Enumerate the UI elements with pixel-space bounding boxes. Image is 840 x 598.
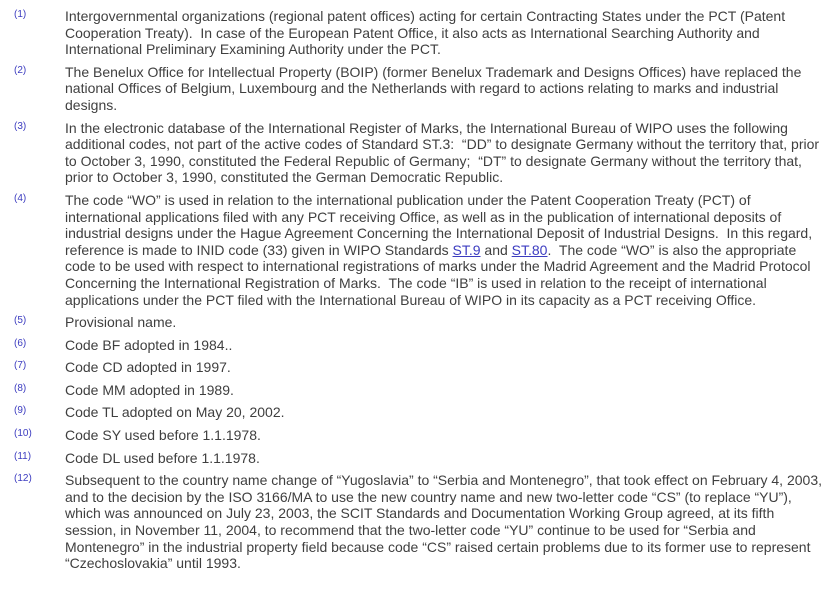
footnote-6 bbox=[0, 337, 828, 354]
footnote-5-text: Provisional name. bbox=[65, 314, 177, 331]
footnote-9-text: Code TL adopted on May 20, 2002. bbox=[65, 404, 285, 421]
footnote-11 bbox=[0, 450, 828, 467]
footnote-5 bbox=[0, 314, 828, 331]
footnote-11-text: Code DL used before 1.1.1978. bbox=[65, 449, 260, 466]
footnote-4-number: (4) bbox=[14, 192, 27, 204]
footnote-6-text: Code BF adopted in 1984.. bbox=[65, 336, 233, 353]
footnote-2-number: (2) bbox=[14, 64, 27, 76]
footnote-4-text-part-2: and bbox=[480, 241, 512, 258]
footnote-10-text: Code SY used before 1.1.1978. bbox=[65, 427, 261, 444]
footnote-12-number: (12) bbox=[14, 473, 32, 485]
footnote-4-text bbox=[65, 192, 823, 308]
footnote-12 bbox=[0, 472, 828, 572]
footnote-8-number: (8) bbox=[14, 382, 27, 394]
footnote-8 bbox=[0, 382, 828, 399]
footnote-5-number: (5) bbox=[14, 315, 27, 327]
st9-link[interactable]: ST.9 bbox=[452, 241, 481, 258]
footnote-4-text-part-3: . The code “WO” is also the appropriate code to be used with respect to international registrations of marks under the Madrid Agreement and the Madrid Protocol Concerning the International Registration of Marks. The code “IB” is used in relation to the receipt of international applications under the PCT filed with the International Bureau of WIPO in its capacity as a PCT receiving Office. bbox=[65, 241, 815, 308]
footnote-6-number: (6) bbox=[14, 337, 27, 349]
footnote-2-text: The Benelux Office for Intellectual Property (BOIP) (former Benelux Trademark and Designs Offices) have replaced the national Offices of Belgium, Luxembourg and the Netherlands with regard to actions relating to marks and industrial designs. bbox=[65, 63, 806, 113]
footnote-11-number: (11) bbox=[14, 450, 32, 462]
footnote-7-text: Code CD adopted in 1997. bbox=[65, 359, 231, 376]
footnote-9-number: (9) bbox=[14, 405, 27, 417]
footnote-10 bbox=[0, 427, 828, 444]
footnote-10-number: (10) bbox=[14, 428, 32, 440]
footnote-9 bbox=[0, 404, 828, 421]
footnote-8-text: Code MM adopted in 1989. bbox=[65, 381, 234, 398]
footnote-3 bbox=[0, 120, 828, 186]
footnote-1-number: (1) bbox=[14, 9, 27, 20]
footnote-3-text: In the electronic database of the International Register of Marks, the International Bureau of WIPO uses the following additional codes, not part of the active codes of Standard ST.3: “DD” to designate Germany without the territory that, prior to October 3, 1990, constituted the Federal Republic of Germany; “DT” to designate Germany without the territory that, prior to October 3, 1990, constituted the German Democratic Republic. bbox=[65, 119, 823, 186]
footnote-7-number: (7) bbox=[14, 360, 27, 372]
footnote-12-text: Subsequent to the country name change of “Yugoslavia” to “Serbia and Montenegro”, that took effect on February 4, 2003, and to the decision by the ISO 3166/MA to use the new country name and new two-letter code “CS” (to replace “YU”), which was announced on July 23, 2003, the SCIT Standards and Documentation Working Group agreed, at its fifth session, in November 11, 2004, to recommend that the two-letter code “YU” continue to be used for “Serbia and Montenegro” in the industrial property field because code “CS” raised certain problems due to its former use to represent “Czechoslovakia” until 1993. bbox=[65, 472, 826, 572]
footnote-1-text: Intergovernmental organizations (regional patent offices) acting for certain Contracting States under the PCT (Patent Cooperation Treaty). In case of the European Patent Office, it also acts as International Searching Authority and International Preliminary Examining Authority under the PCT. bbox=[65, 8, 789, 58]
footnote-3-number: (3) bbox=[14, 120, 27, 132]
footnote-4 bbox=[0, 192, 828, 308]
footnote-1 bbox=[0, 8, 828, 58]
footnote-7 bbox=[0, 359, 828, 376]
footnote-2 bbox=[0, 64, 828, 114]
footnote-4-text-part-1: The code “WO” is used in relation to the international publication under the Patent Cooperation Treaty (PCT) of international applications filed with any PCT receiving Office, as well as in the publication of international deposits of industrial designs under the Hague Agreement Concerning the International Deposit of Industrial Designs. In this regard, reference is made to INID code (33) given in WIPO Standards bbox=[65, 191, 816, 258]
st80-link[interactable]: ST.80 bbox=[511, 241, 548, 258]
